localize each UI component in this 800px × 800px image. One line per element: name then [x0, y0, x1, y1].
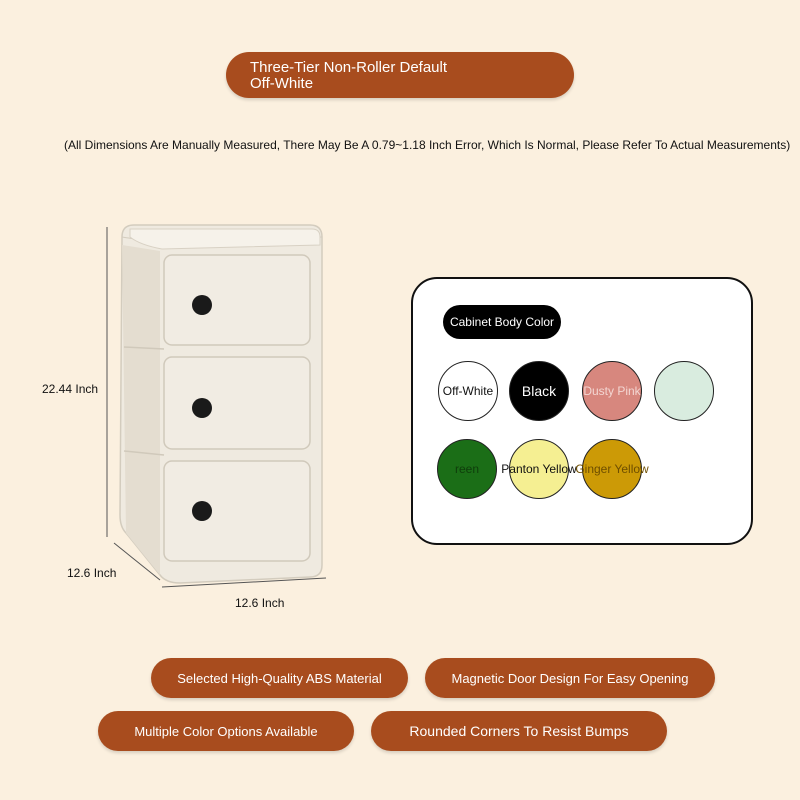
title-line-2: Off-White: [250, 75, 314, 92]
feature-abs-material: Selected High-Quality ABS Material: [151, 658, 408, 698]
depth-label: 12.6 Inch: [67, 566, 117, 580]
drawer-middle: [164, 357, 310, 449]
swatch-label: Off-White: [442, 384, 494, 398]
swatch-light-green[interactable]: [654, 361, 714, 421]
swatch-label: reen: [454, 462, 480, 476]
drawer-top: [164, 255, 310, 345]
swatch-black[interactable]: [509, 361, 569, 421]
drawer-bottom: [164, 461, 310, 561]
swatch-label: Panton Yellow: [501, 462, 577, 476]
swatch-green[interactable]: [437, 439, 497, 499]
title-banner: [226, 52, 574, 98]
color-options-panel: [411, 277, 753, 545]
swatch-ginger-yellow[interactable]: [575, 439, 649, 499]
drawer-handle-hole: [192, 501, 212, 521]
swatch-label: Ginger Yellow: [575, 462, 649, 476]
feature-rounded-corners: Rounded Corners To Resist Bumps: [371, 711, 667, 751]
feature-color-options: Multiple Color Options Available: [98, 711, 354, 751]
feature-magnetic-door: Magnetic Door Design For Easy Opening: [425, 658, 715, 698]
drawer-handle-hole: [192, 398, 212, 418]
cabinet-top: [130, 229, 320, 249]
color-panel-heading: Cabinet Body Color: [443, 305, 561, 339]
height-label: 22.44 Inch: [42, 382, 99, 396]
cabinet-illustration: [100, 215, 340, 600]
drawer-handle-hole: [192, 295, 212, 315]
measurement-note: (All Dimensions Are Manually Measured, There May Be A 0.79~1.18 Inch Error, Which Is Normal, Please Refer To Actual Measurements): [64, 138, 791, 152]
swatch-label: Black: [521, 383, 557, 399]
swatch-dusty-pink[interactable]: [582, 361, 642, 421]
swatch-off-white[interactable]: [438, 361, 498, 421]
swatch-panton-yellow[interactable]: [501, 439, 577, 499]
title-line-1: Three-Tier Non-Roller Default: [250, 59, 448, 76]
width-label: 12.6 Inch: [235, 596, 285, 610]
swatch-label: Dusty Pink: [583, 384, 641, 398]
